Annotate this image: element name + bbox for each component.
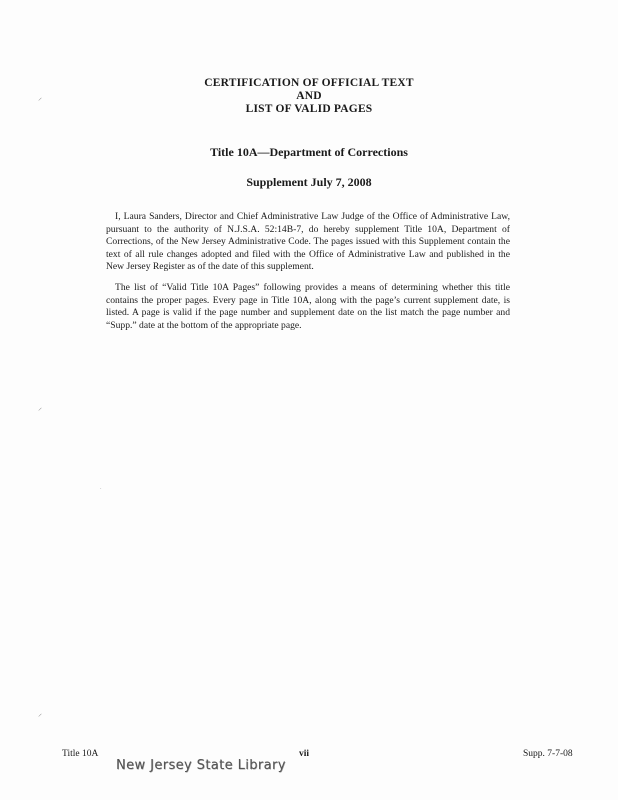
footer-title: Title 10A bbox=[62, 749, 99, 759]
scan-speck: · bbox=[100, 486, 102, 492]
footer-page-number: vii bbox=[299, 749, 310, 759]
scan-speck: ⸝ bbox=[38, 93, 42, 102]
scan-speck: ⸝ bbox=[38, 709, 42, 718]
certification-paragraph: I, Laura Sanders, Director and Chief Administrative Law Judge of the Office of Administrative Law, pursuant to the authority of N.J.S.A. 52:14B-7, do hereby supplement Title 10A, Department of Corrections, of the New Jersey Administrative Code. The pages issued with this Supplement contain the text of all rule changes adopted and filed with the Office of Administrative Law and published in the New Jersey Register as of the date of this supplement. bbox=[106, 211, 510, 273]
valid-pages-paragraph: The list of “Valid Title 10A Pages” following provides a means of determining whether this title contains the proper pages. Every page in Title 10A, along with the page’s current supplement date, is listed. A page is valid if the page number and supplement date on the list match the page number and “Supp.” date at the bottom of the appropriate page. bbox=[106, 282, 510, 331]
document-title: Title 10A—Department of Corrections bbox=[210, 145, 408, 159]
heading-line-3: LIST OF VALID PAGES bbox=[245, 103, 373, 115]
footer-supplement: Supp. 7-7-08 bbox=[523, 749, 573, 759]
heading-line-2: AND bbox=[296, 90, 322, 102]
heading-line-1: CERTIFICATION OF OFFICIAL TEXT bbox=[204, 77, 414, 89]
supplement-date: Supplement July 7, 2008 bbox=[246, 175, 372, 189]
scan-speck: ⸝ bbox=[38, 403, 42, 412]
library-stamp: New Jersey State Library bbox=[116, 758, 286, 773]
